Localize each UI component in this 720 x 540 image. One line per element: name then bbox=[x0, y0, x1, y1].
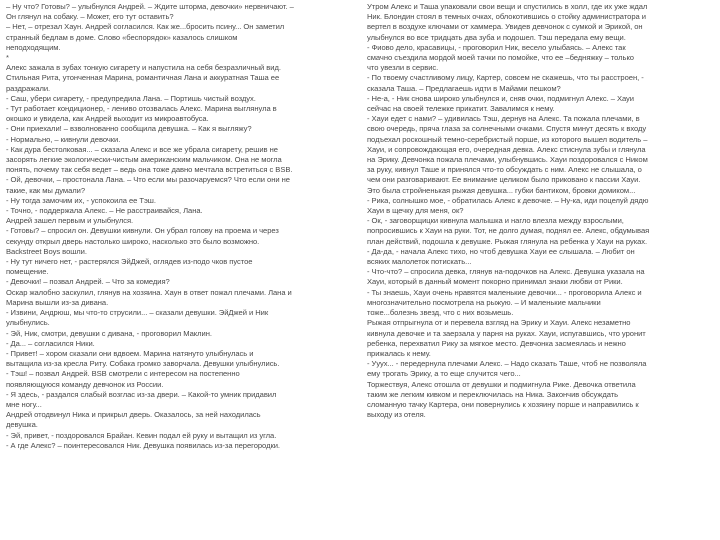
right-text-line: сейчас на своей тележке прикатит. Завалимся к нему. bbox=[367, 104, 555, 114]
right-text-line: Рыжая отпрыгнула от и перевела взгляд на Эрику и Хауи. Алекс незаметно bbox=[367, 318, 631, 328]
right-text-line: ребенка, перехватил Рику за мягкое место. Девчонка засмеялась и нежно bbox=[367, 338, 626, 348]
left-text-line: Андрей зашел первым и улыбнулся. bbox=[6, 216, 134, 226]
left-text-line: секунду открыл дверь настолько широко, насколько это было возможно. bbox=[6, 236, 260, 246]
right-text-line: тоже...болезнь звезд, что с них возьмешь. bbox=[367, 308, 514, 318]
right-text-line: - Ууух... - передернула плечами Алекс. – Надо сказать Таше, чтоб не позволяла bbox=[367, 359, 647, 369]
right-text-line: таким же легким кивком и переключилась на Ника. Закончив обсуждать bbox=[367, 389, 619, 399]
right-text-line: Хауи, и сопровождающая его, очередная девка. Алекс стиснула зубы и глянула bbox=[367, 144, 646, 154]
left-text-line: - Они приехали! – взволнованно сообщила девушка. – Как я выгляжу? bbox=[6, 124, 252, 134]
left-text-line: - Извини, Андрюш, мы что-то струсили... – сказали девушки. ЭйДжей и Ник bbox=[6, 308, 269, 318]
right-text-line: - Ок, - заговорщицки кивнула малышка и нагло влезла между взрослыми, bbox=[367, 216, 624, 226]
left-text-line: - Тут работает кондиционер, - ленивo отозвалась Алекс. Марина выглянула в bbox=[6, 104, 277, 114]
right-text-line: - Да-да, - начала Алекс тихо, но чтоб девушка Хауи ее слышала. – Любит он bbox=[367, 246, 635, 256]
left-text-line: - А где Алекс? – поинтересовался Ник. Девушка появилась из-за перегородки. bbox=[6, 440, 280, 450]
right-text-line: попросившись к Хауи на руки. Тот, не долго думая, поднял ее. Алекс, обдумывая bbox=[367, 226, 650, 236]
left-text-line: неподходящим. bbox=[6, 42, 61, 52]
left-text-line: – Ну что? Готовы? – улыбнулся Андрей. – Ждите шторма, девочки» нервничают. – bbox=[6, 2, 294, 11]
left-text-line: засорять легкие экологически-чистым американским мальчиком. Она не могла bbox=[6, 155, 282, 165]
left-text-line: - Ну тут ничего нет, - растерялся ЭйДжей, оглядев из-подо чков пустое bbox=[6, 257, 253, 267]
left-text-line: Он глянул на собаку. – Может, его тут оставить? bbox=[6, 12, 174, 22]
left-text-line: мне ногу... bbox=[6, 399, 42, 409]
right-text-line: - Что-что? – спросила девка, глянув на-подочков на Алекс. Девушка указала на bbox=[367, 267, 645, 277]
right-text-line: - Фиово дело, красавицы, - проговорил Ник, весело улыбаясь. – Алекс так bbox=[367, 42, 626, 52]
left-text-line: Backstreet Boys вошли. bbox=[6, 246, 87, 256]
left-text-line: появляющуюся команду девчонок из России. bbox=[6, 379, 164, 389]
left-text-line: Оскар жалобно заскулил, глянув на хозяина. Хаун в ответ пожал плечами. Лана и bbox=[6, 287, 292, 297]
left-text-line: - Да... – согласился Ники. bbox=[6, 338, 95, 348]
right-text-line: Ник. Блондин стоял в темных очках, облокотившись о стойку администратора и bbox=[367, 12, 646, 22]
left-text-line: - Как дура бестолковая... – сказала Алекс и все же убрала сигарету, решив не bbox=[6, 144, 278, 154]
right-text-line: ему трогать Эрику, а то еще случится чего... bbox=[367, 369, 521, 379]
right-text-line: Хауи в щечку для меня, ок? bbox=[367, 206, 464, 216]
left-text-line: Стильная Рита, утонченная Марина, романтичная Лана и аккуратная Таша ее bbox=[6, 73, 280, 83]
right-text-line: прижалась к нему. bbox=[367, 348, 431, 358]
left-text-line: - Готовы? – спросил он. Девушки кивнули. Он убрал голову на проема и через bbox=[6, 226, 279, 236]
right-text-line: - Хауи едет с нами? – удивилась Тэш, дернув на Алекс. Та пожала плечами, в bbox=[367, 114, 640, 124]
left-text-line: раздражали. bbox=[6, 83, 51, 93]
left-text-line: Марина вышли из-за дивана. bbox=[6, 297, 109, 307]
text-column-right bbox=[367, 2, 714, 538]
right-text-line: Торжествуя, Алекс отошла от девушки и подмигнула Рике. Девочка ответила bbox=[367, 379, 636, 389]
left-text-line: Андрей отодвинул Ника и прикрыл дверь. Оказалось, за ней находилась bbox=[6, 410, 261, 420]
left-text-line: - Эй, привет, - поздоровался Брайан. Кевин подал ей руку и вытащил из угла. bbox=[6, 430, 277, 440]
right-text-line: что увезли в сервис. bbox=[367, 63, 439, 73]
right-text-line: подъехал роскошный темно-серебристый порше, из которого вышел водитель – bbox=[367, 134, 648, 144]
right-text-line: за руку, кивнул Таше и принялся что-то обсуждать с ним. Алекс не слышала, о bbox=[367, 165, 642, 175]
left-text-line: - Эй, Ник, смотри, девушки с дивана, - проговорил Маклин. bbox=[6, 328, 212, 338]
left-text-line: - Точно, - поддержала Алекс. – Не расстраивайся, Лана. bbox=[6, 206, 203, 216]
right-text-line: кивнула девочке и та заерзала у парня на руках. Хауи, испугавшись, что уронит bbox=[367, 328, 646, 338]
right-text-line: - Не-а, - Ник снова широко улыбнулся и, сняв очки, подмигнул Алекс. – Хауи bbox=[367, 93, 634, 103]
left-text-line: понять, почему так себя ведет – ведь она тоже давно мечтала встретиться с BSB. bbox=[6, 165, 293, 175]
left-text-line: вытащила из-за кресла Риту. Собака громко заворчала. Девушки улыбнулись. bbox=[6, 359, 280, 369]
right-text-line: план действий, подошла к девушке. Рыжая глянула на ребенка у Хауи на руках. bbox=[367, 236, 648, 246]
right-text-line: выходу из отеля. bbox=[367, 410, 426, 420]
left-text-line: Алекс зажала в зубах тонкую сигарету и напустила на себя безразличный вид. bbox=[6, 63, 281, 73]
right-text-line: - По твоему счастливому лицу, Картер, совсем не скажешь, что ты расстроен, - bbox=[367, 73, 644, 83]
left-text-line: - Тэш! – позвал Андрей. BSB смотрели с интересом на постепенно bbox=[6, 369, 240, 379]
left-text-line: * bbox=[6, 53, 9, 63]
right-text-line: - Ты знаешь, Хауи очень нравятся маленькие девочки... - проговорила Алекс и bbox=[367, 287, 642, 297]
left-text-line: - Девочки! – позвал Андрей. – Что за комедия? bbox=[6, 277, 170, 287]
left-text-line: окошко и увидела, как Андрей выходит из микроавтобуса. bbox=[6, 114, 209, 124]
right-text-line: смачно съездила мордой моей тачки по помойке, что ее –бедняжку – только bbox=[367, 53, 634, 63]
right-text-line: всяких малолеток потискать... bbox=[367, 257, 472, 267]
right-text-line: вертел в воздухе ключами от хаммера. Увидев девчонок с сумкой и Эрикой, он bbox=[367, 22, 643, 32]
left-text-line: - Саш, убери сигарету, - предупредила Лана. – Портишь чистый воздух. bbox=[6, 93, 256, 103]
left-text-line: - Нормально, – кивнули девочки. bbox=[6, 134, 121, 144]
left-text-line: - Привет! – хором сказали они вдвоем. Марина натянуто улыбнулась и bbox=[6, 348, 254, 358]
left-text-line: - Я здесь, - раздался слабый возглас из-за двери. – Какой-то умник придавил bbox=[6, 389, 277, 399]
left-text-line: улыбнулись. bbox=[6, 318, 50, 328]
right-text-line: многозначительно посмотрела на рыжую. – И маленькие мальчики bbox=[367, 297, 601, 307]
right-text-line: улыбнулся во все тридцать два зуба и подошел. Тэш передала ему вещи. bbox=[367, 32, 626, 42]
left-text-line: - Ну тогда замочим их, - успокоила ее Тэш. bbox=[6, 195, 156, 205]
left-text-line: помещение. bbox=[6, 267, 49, 277]
left-text-line: - Ой, девочки, – простонала Лана. – Что если мы разочаруемся? Что если они не bbox=[6, 175, 290, 185]
right-text-line: сломанную тачку Картера, они повернулись к хозяину порше и направились к bbox=[367, 399, 639, 409]
right-text-line: свою очередь, пряча глаза за солнечными очками. Спустя минут десять к входу bbox=[367, 124, 647, 134]
right-text-line: сказала Таша. – Предлагаешь идти в Майами пешком? bbox=[367, 83, 561, 93]
right-text-line: Это была стройненькая рыжая девушка... губки бантиком, бровки домиком... bbox=[367, 185, 636, 195]
left-text-line: девушка. bbox=[6, 420, 38, 430]
left-text-line: странный бедлам в доме. Слово «беспорядок» казалось слишком bbox=[6, 32, 238, 42]
left-text-line: такие, как мы думали? bbox=[6, 185, 85, 195]
right-text-line: - Рика, солнышко мое, - обратилась Алекс к девочке. – Ну-ка, иди поцелуй дядю bbox=[367, 195, 649, 205]
right-text-line: Утром Алекс и Таша упаковали свои вещи и спустились в холл, где их уже ждал bbox=[367, 2, 648, 11]
right-text-line: Хауи, который в данный момент покорно принимал знаки любви от Рики. bbox=[367, 277, 623, 287]
right-text-line: чем они разговаривают. Ее внимание целиком было приковано к пассии Хауи. bbox=[367, 175, 641, 185]
text-column-left bbox=[6, 2, 356, 538]
left-text-line: – Нет, – отрезал Хаун. Андрей согласился. Как же...бросить псину... Он заметил bbox=[6, 22, 285, 32]
right-text-line: на Эрику. Девчонка пожала плечами, улыбнувшись. Хауи поздоровался с Ником bbox=[367, 155, 648, 165]
